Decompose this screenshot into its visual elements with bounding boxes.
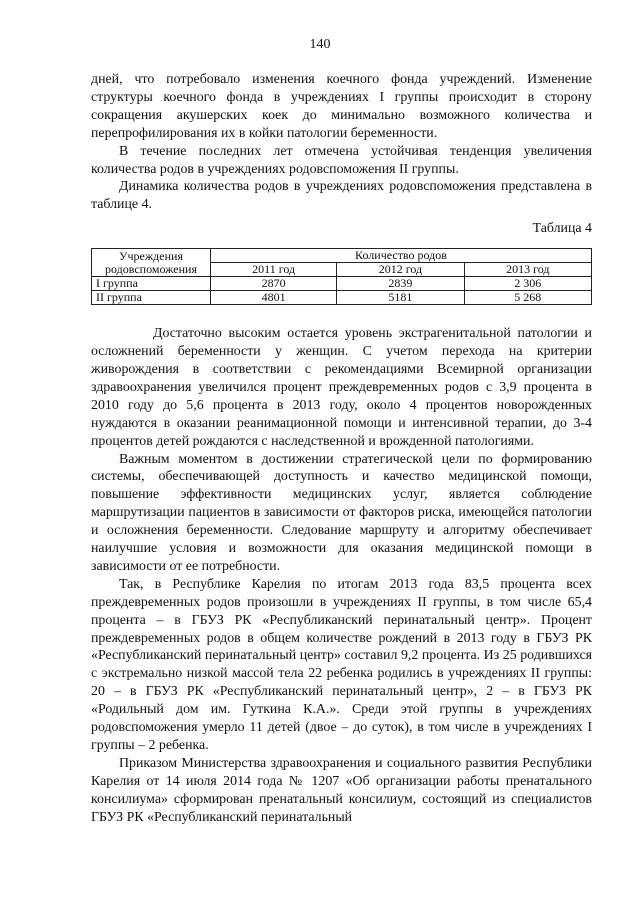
header-year: 2012 год (337, 263, 464, 277)
paragraph-routing: Важным моментом в достижении стратегической цели по формированию системы, обеспечивающей доступность и качество медицинской помощи, повышение эффективности медицинских услуг, является соблюдение маршрутизации пациентов в зависимости от факторов риска, имеющейся патологии и осложнения беременности. Следование маршруту и алгоритму обеспечивает наилучшие условия и возможности для оказания медицинской помощи в зависимости от ее потребности. (91, 451, 592, 574)
document-body (91, 71, 592, 827)
row-label: I группа (92, 277, 211, 291)
births-table (91, 248, 592, 305)
header-births-count: Количество родов (211, 249, 592, 263)
paragraph-ministry-order: Приказом Министерства здравоохранения и социального развития Республики Карелия от 14 июля 2014 года № 1207 «Об организации работы пренатального консилиума» сформирован пренатальный консилиум, состоящий из специалистов ГБУЗ РК «Республиканский перинатальный (91, 755, 592, 825)
cell-value: 4801 (211, 291, 337, 305)
table-header-row (92, 249, 592, 263)
page-number: 140 (309, 37, 331, 52)
paragraph-birth-trend: В течение последних лет отмечена устойчивая тенденция увеличения количества родов в учреждениях родовспоможения II группы. (91, 143, 592, 177)
table-row (92, 291, 592, 305)
paragraph-karelia-stats: Так, в Республике Карелия по итогам 2013 года 83,5 процента всех преждевременных родов произошли в учреждениях II группы, в том числе 65,4 процента – в ГБУЗ РК «Республиканский перинатальный центр». Процент преждевременных родов в общем количестве рождений в 2013 году в ГБУЗ РК «Республиканский перинатальный центр» составил 9,2 процента. Из 25 родившихся с экстремально низкой массой тела 22 ребенка родились в учреждениях II группы: 20 – в ГБУЗ РК «Республиканский перинатальный центр», 2 – в ГБУЗ РК «Родильный дом им. Гуткина К.А.». Среди этой группы в учреждениях родовспоможения умерло 11 детей (двое – до суток), в том числе в учреждениях I группы – 2 ребенка. (91, 576, 592, 753)
row-label: II группа (92, 291, 211, 305)
table-caption: Таблица 4 (532, 221, 592, 237)
table-row (92, 277, 592, 291)
paragraph-pathology: Достаточно высоким остается уровень экстрагенитальной патологии и осложнений беременности у женщин. С учетом перехода на критерии живорождения в соответствии с рекомендациями Всемирной организации здравоохранения увеличился процент преждевременных родов с 3,9 процента в 2010 году до 5,6 процента в 2013 году, около 4 процентов новорожденных нуждаются в оказании реанимационной помощи и интенсивной терапии, до 3-4 процентов детей рождаются с наследственной и врожденной патологиями. (91, 326, 592, 449)
cell-value: 2870 (211, 277, 337, 291)
header-institutions: Учреждения родовспоможения (92, 249, 211, 277)
header-year: 2011 год (211, 263, 337, 277)
cell-value: 2 306 (464, 277, 591, 291)
cell-value: 2839 (337, 277, 464, 291)
cell-value: 5181 (337, 291, 464, 305)
cell-value: 5 268 (464, 291, 591, 305)
paragraph-bed-fund: дней, что потребовало изменения коечного фонда учреждений. Изменение структуры коечного фонда в учреждениях I группы происходит в сторону сокращения акушерских коек до минимально возможного количества и перепрофилирования их в койки патологии беременности. (91, 72, 592, 141)
header-year: 2013 год (464, 263, 591, 277)
paragraph-table-intro: Динамика количества родов в учреждениях родовспоможения представлена в таблице 4. (91, 179, 592, 213)
